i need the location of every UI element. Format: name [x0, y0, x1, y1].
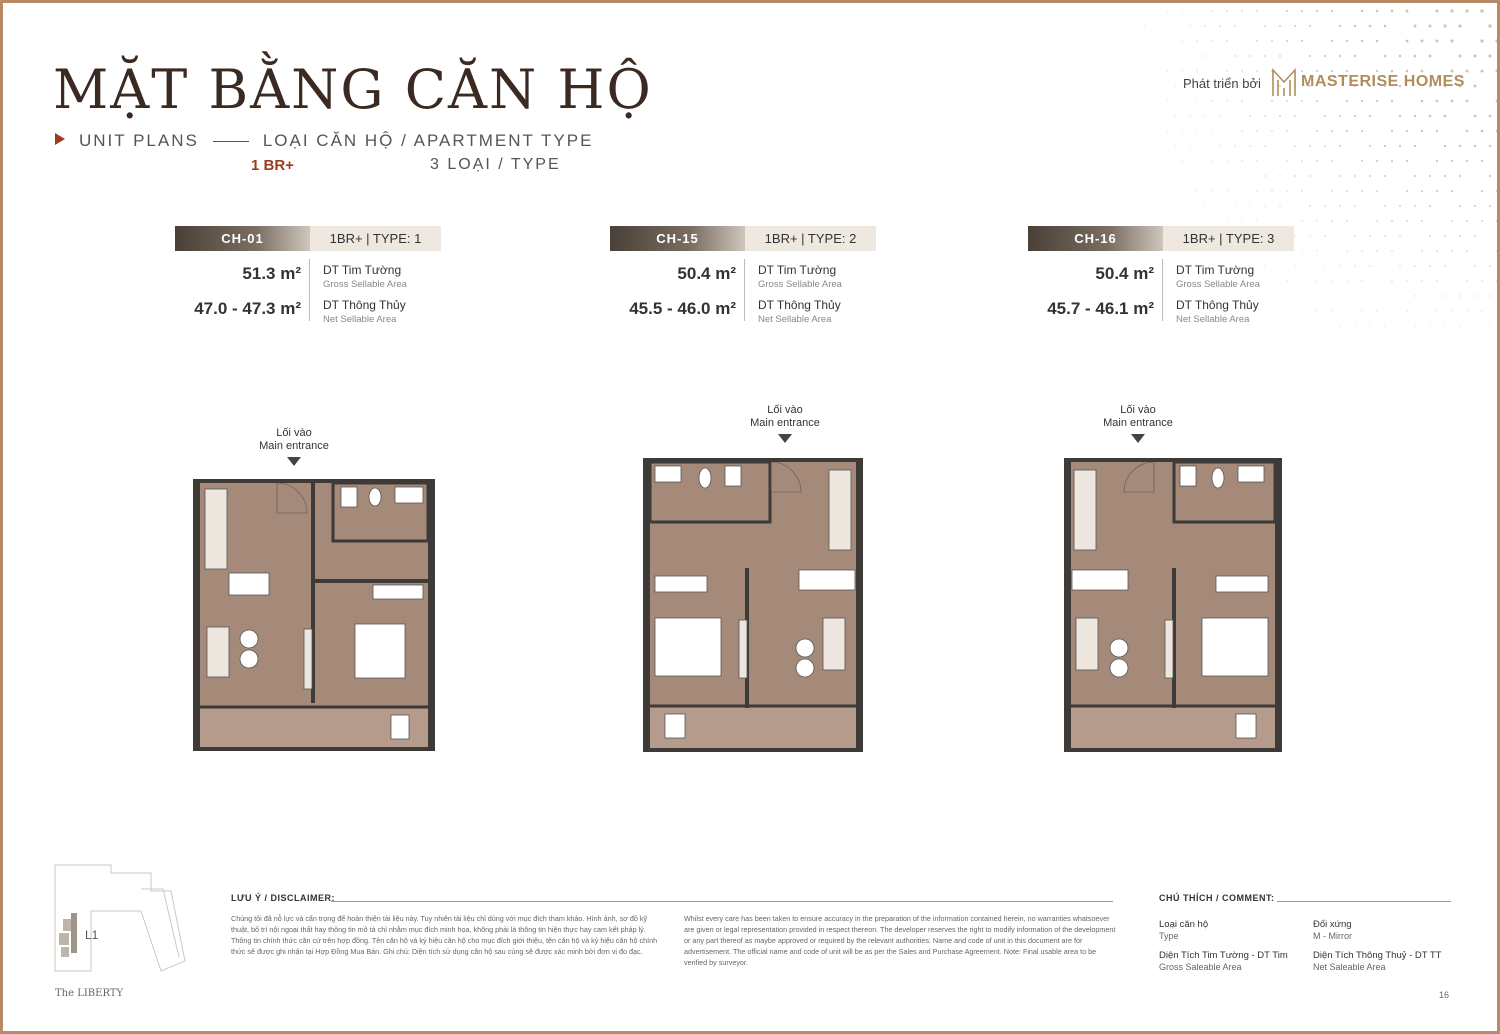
divider: [309, 259, 310, 321]
main-entrance-marker: Lối vào Main entrance: [1078, 404, 1198, 443]
legend-item: Loại căn hộ Type: [1159, 919, 1209, 941]
net-area-label: DT Thông Thủy Net Sellable Area: [323, 298, 406, 325]
unit-type: 1BR+ | TYPE: 1: [310, 226, 441, 251]
unit-code: CH-16: [1028, 226, 1163, 251]
unit-card-ch16: [1028, 226, 1294, 331]
project-name: The LIBERTY: [55, 988, 124, 999]
disclaimer-block-en: [684, 893, 1116, 968]
net-area-label: DT Thông Thủy Net Sellable Area: [1176, 298, 1259, 325]
unit-card-ch01: [175, 226, 441, 331]
floor-plan-ch15: [643, 458, 863, 752]
unit-card-ch15: [610, 226, 876, 331]
legend-item: Diện Tích Thông Thuỷ - DT TT Net Saleable Area: [1313, 950, 1442, 972]
divider: [1277, 901, 1451, 902]
unit-code: CH-15: [610, 226, 745, 251]
divider: [1162, 259, 1163, 321]
net-area-label: DT Thông Thủy Net Sellable Area: [758, 298, 841, 325]
divider: [744, 259, 745, 321]
gross-area-value: 51.3 m²: [242, 264, 301, 283]
key-plan-map: [51, 861, 191, 976]
page-title: MẶT BẰNG CĂN HỘ: [53, 58, 653, 121]
arrow-down-icon: [778, 434, 792, 443]
subtitle-row: [55, 131, 593, 151]
gross-area-value: 50.4 m²: [677, 264, 736, 283]
disclaimer-title: LƯU Ý / DISCLAIMER:: [231, 893, 335, 903]
disclaimer-block-vi: [231, 893, 661, 957]
arrow-down-icon: [1131, 434, 1145, 443]
divider-dash: [213, 141, 249, 142]
net-area-value: 45.5 - 46.0 m²: [629, 299, 736, 318]
comment-block: [1159, 893, 1451, 903]
gross-area-value: 50.4 m²: [1095, 264, 1154, 283]
main-entrance-marker: Lối vào Main entrance: [725, 404, 845, 443]
net-area-value: 45.7 - 46.1 m²: [1047, 299, 1154, 318]
type-count: 3 LOẠI / TYPE: [430, 156, 561, 173]
bedroom-type: 1 BR+: [251, 157, 294, 174]
floor-plan-ch01: [193, 479, 435, 751]
gross-area-label: DT Tim Tường Gross Sellable Area: [323, 263, 407, 290]
comment-title: CHÚ THÍCH / COMMENT:: [1159, 893, 1275, 903]
gross-area-label: DT Tim Tường Gross Sellable Area: [758, 263, 842, 290]
arrow-down-icon: [287, 457, 301, 466]
unit-code: CH-01: [175, 226, 310, 251]
legend-item: Diện Tích Tim Tường - DT Tim Gross Saleable Area: [1159, 950, 1288, 972]
brand-name: MASTERISE HOMES: [1301, 73, 1465, 90]
disclaimer-text-en: Whilst every care has been taken to ensure accuracy in the preparation of the information contained herein, no warranties whatsoever are given or legal representation provided in respect thereon. The developer reserves the right to modify information of the development or any part thereof as maybe approved or required by the relevant authorities. Name and code of unit in this document are for advertisement. The official name and code of unit will be as per the Sales and Purchase Agreement. Note: Final usable area to be verified by surveyor.: [684, 914, 1116, 967]
legend-item: Đối xứng M - Mirror: [1313, 919, 1352, 941]
unit-plans-label: UNIT PLANS: [79, 131, 199, 150]
unit-type: 1BR+ | TYPE: 2: [745, 226, 876, 251]
gross-area-label: DT Tim Tường Gross Sellable Area: [1176, 263, 1260, 290]
apartment-type-label: LOẠI CĂN HỘ / APARTMENT TYPE: [262, 131, 594, 150]
developed-by-label: Phát triển bởi: [1183, 76, 1261, 91]
unit-type: 1BR+ | TYPE: 3: [1163, 226, 1294, 251]
net-area-value: 47.0 - 47.3 m²: [194, 299, 301, 318]
main-entrance-marker: Lối vào Main entrance: [234, 427, 354, 466]
floor-plan-ch16: [1064, 458, 1282, 752]
level-label: L1: [85, 928, 99, 942]
page-number: 16: [1439, 990, 1450, 1000]
disclaimer-text-vi: Chúng tôi đã nỗ lực và cẩn trọng để hoàn thiện tài liệu này. Tuy nhiên tài liệu chỉ dùng với mục đích tham khảo. Hình ảnh, sơ đồ kỹ thuật, bố trí nội ngoại thất hay thông tin mô tả chỉ nhằm mục đích minh họa, không phải là thông tin hiện thực hay cam kết pháp lý. Thông tin chính thức căn cứ trên hợp đồng. Tên căn hộ và ký hiệu căn hộ cho mục đích giới thiệu, tên căn hộ và ký hiệu căn hộ chính thức sẽ được ghi nhận tại Hợp Đồng Mua Bán. Ghi chú: Diện tích sử dụng căn hộ sau cùng sẽ được xác minh bởi đơn vị đo đạc.: [231, 914, 658, 956]
triangle-bullet-icon: [55, 133, 65, 145]
masterise-logo-icon: [1271, 66, 1297, 98]
